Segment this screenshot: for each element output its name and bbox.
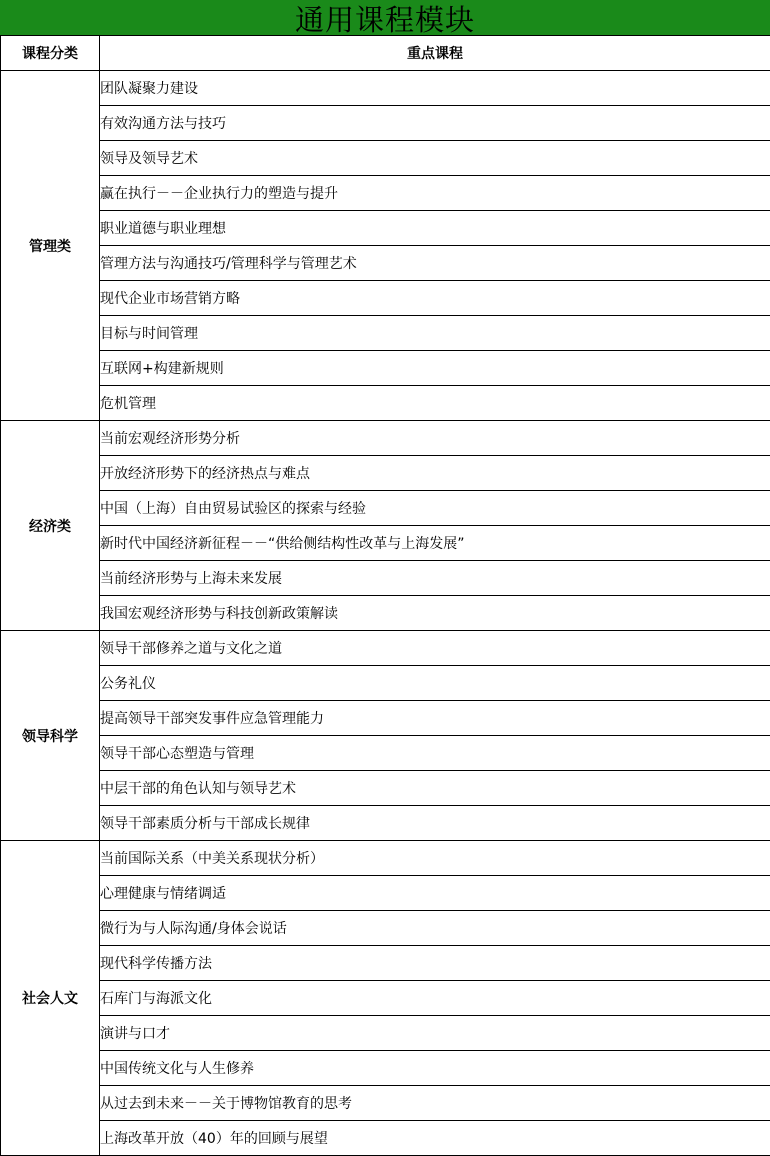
course-cell: 当前宏观经济形势分析 [100, 421, 770, 456]
course-cell: 领导干部修养之道与文化之道 [100, 631, 770, 666]
course-cell: 提高领导干部突发事件应急管理能力 [100, 701, 770, 736]
table-row [1, 526, 770, 561]
table-row [1, 1016, 770, 1051]
category-cell: 领导科学 [1, 631, 100, 841]
table-row [1, 911, 770, 946]
table-row [1, 701, 770, 736]
course-cell: 赢在执行－－企业执行力的塑造与提升 [100, 176, 770, 211]
header-courses: 重点课程 [100, 36, 770, 71]
course-cell: 互联网+构建新规则 [100, 351, 770, 386]
table-row [1, 1121, 770, 1156]
table-row [1, 211, 770, 246]
course-cell: 目标与时间管理 [100, 316, 770, 351]
category-cell: 经济类 [1, 421, 100, 631]
table-row [1, 981, 770, 1016]
title-bar [0, 0, 770, 36]
table-row [1, 666, 770, 701]
course-cell: 中国（上海）自由贸易试验区的探索与经验 [100, 491, 770, 526]
category-cell: 管理类 [1, 71, 100, 421]
table-row [1, 316, 770, 351]
table-row [1, 561, 770, 596]
table-row [1, 246, 770, 281]
course-cell: 心理健康与情绪调适 [100, 876, 770, 911]
table-row [1, 841, 770, 876]
header-category: 课程分类 [1, 36, 100, 71]
table-header-row [1, 36, 770, 71]
course-cell: 有效沟通方法与技巧 [100, 106, 770, 141]
table-row [1, 281, 770, 316]
course-cell: 演讲与口才 [100, 1016, 770, 1051]
category-cell: 社会人文 [1, 841, 100, 1156]
course-cell: 职业道德与职业理想 [100, 211, 770, 246]
course-cell: 现代企业市场营销方略 [100, 281, 770, 316]
course-cell: 微行为与人际沟通/身体会说话 [100, 911, 770, 946]
course-cell: 危机管理 [100, 386, 770, 421]
course-cell: 当前经济形势与上海未来发展 [100, 561, 770, 596]
table-row [1, 1051, 770, 1086]
table-row [1, 456, 770, 491]
course-cell: 公务礼仪 [100, 666, 770, 701]
table-row [1, 491, 770, 526]
course-cell: 开放经济形势下的经济热点与难点 [100, 456, 770, 491]
table-row [1, 806, 770, 841]
table-row [1, 736, 770, 771]
table-row [1, 176, 770, 211]
table-row [1, 876, 770, 911]
table-body [1, 71, 770, 1156]
course-cell: 当前国际关系（中美关系现状分析） [100, 841, 770, 876]
course-cell: 团队凝聚力建设 [100, 71, 770, 106]
course-cell: 管理方法与沟通技巧/管理科学与管理艺术 [100, 246, 770, 281]
table-row [1, 71, 770, 106]
table-row [1, 596, 770, 631]
course-cell: 领导干部心态塑造与管理 [100, 736, 770, 771]
page-title: 通用课程模块 [294, 2, 475, 37]
course-cell: 领导及领导艺术 [100, 141, 770, 176]
course-cell: 石库门与海派文化 [100, 981, 770, 1016]
course-cell: 从过去到未来－－关于博物馆教育的思考 [100, 1086, 770, 1121]
table-row [1, 421, 770, 456]
table-row [1, 1086, 770, 1121]
course-cell: 现代科学传播方法 [100, 946, 770, 981]
course-table [0, 35, 770, 1156]
course-cell: 领导干部素质分析与干部成长规律 [100, 806, 770, 841]
course-cell: 我国宏观经济形势与科技创新政策解读 [100, 596, 770, 631]
table-row [1, 106, 770, 141]
course-cell: 新时代中国经济新征程－－“供给侧结构性改革与上海发展” [100, 526, 770, 561]
table-row [1, 386, 770, 421]
course-cell: 中层干部的角色认知与领导艺术 [100, 771, 770, 806]
table-row [1, 351, 770, 386]
course-cell: 上海改革开放（40）年的回顾与展望 [100, 1121, 770, 1156]
table-row [1, 771, 770, 806]
table-row [1, 946, 770, 981]
course-cell: 中国传统文化与人生修养 [100, 1051, 770, 1086]
table-row [1, 141, 770, 176]
table-row [1, 631, 770, 666]
